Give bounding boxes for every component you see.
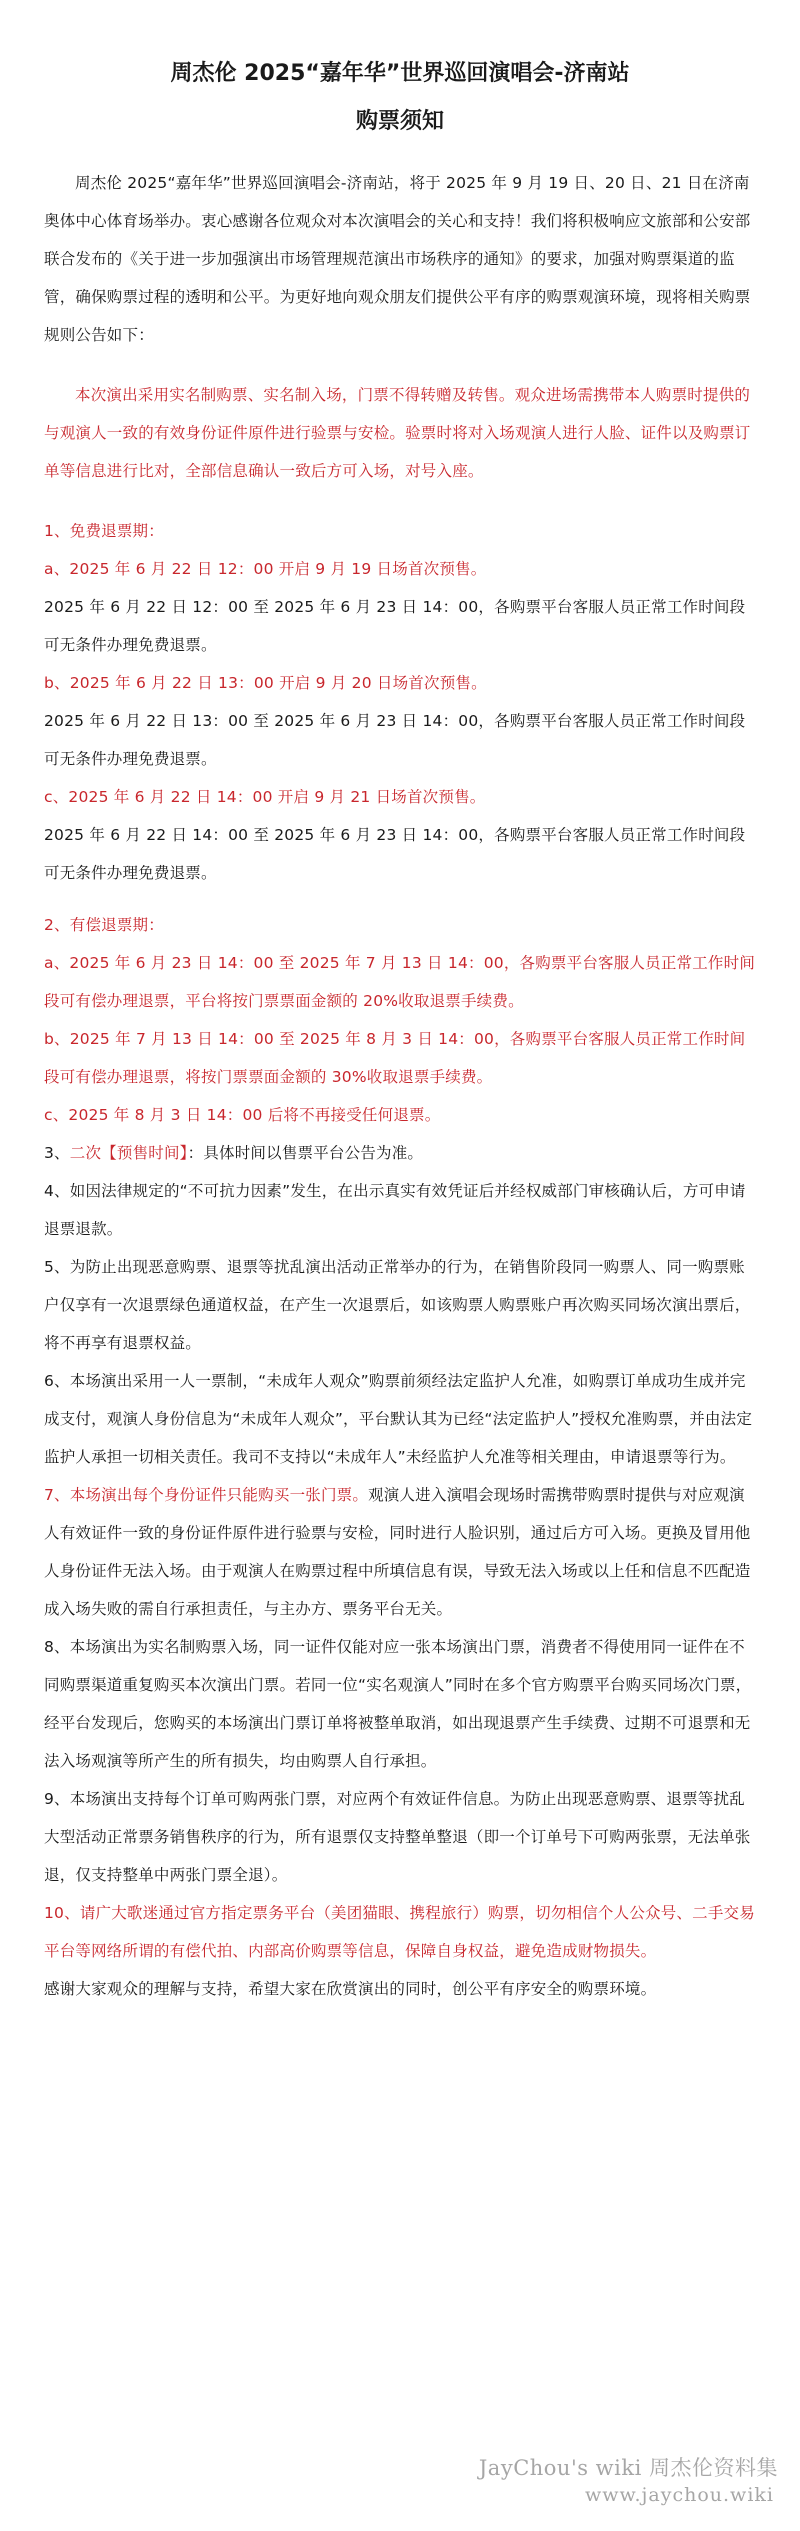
notice-paragraph: 本次演出采用实名制购票、实名制入场，门票不得转赠及转售。观众进场需携带本人购票时提供的与观演人一致的有效身份证件原件进行验票与安检。验票时将对入场观演人进行人脸、证件以及购票订单等信息进行比对，全部信息确认一致后方可入场，对号入座。 — [44, 386, 751, 480]
section-3-rest: ：具体时间以售票平台公告为准。 — [187, 1144, 424, 1162]
section-9: 9、本场演出支持每个订单可购两张门票，对应两个有效证件信息。为防止出现恶意购票、退票等扰乱大型活动正常票务销售秩序的行为，所有退票仅支持整单整退（即一个订单号下可购两张票，无法单张退，仅支持整单中两张门票全退）。 — [44, 1790, 751, 1884]
section-2-heading: 2、有偿退票期： — [44, 916, 164, 934]
page-subtitle: 购票须知 — [355, 109, 444, 134]
section-2a: a、2025 年 6 月 23 日 14：00 至 2025 年 7 月 13 日 14：00，各购票平台客服人员正常工作时间段可有偿办理退票，平台将按门票票面金额的 20%收取退票手续费。 — [44, 954, 756, 1010]
section-1-heading: 1、免费退票期： — [44, 522, 164, 540]
section-10: 10、请广大歌迷通过官方指定票务平台（美团猫眼、携程旅行）购票，切勿相信个人公众号、二手交易平台等网络所谓的有偿代拍、内部高价购票等信息，保障自身权益，避免造成财物损失。 — [44, 1904, 755, 1960]
section-2c: c、2025 年 8 月 3 日 14：00 后将不再接受任何退票。 — [44, 1106, 441, 1124]
section-1b-heading: b、2025 年 6 月 22 日 13：00 开启 9 月 20 日场首次预售。 — [44, 674, 487, 692]
section-2b: b、2025 年 7 月 13 日 14：00 至 2025 年 8 月 3 日 14：00，各购票平台客服人员正常工作时间段可有偿办理退票，将按门票票面金额的 30%收取退票手续费。 — [44, 1030, 746, 1086]
section-7-rest: 观演人进入演唱会现场时需携带购票时提供与对应观演人有效证件一致的身份证件原件进行验票与安检，同时进行人脸识别，通过后方可入场。更换及冒用他人身份证件无法入场。由于观演人在购票过程中所填信息有误，导致无法入场或以上任和信息不匹配造成入场失败的需自行承担责任，与主办方、票务平台无关。 — [44, 1486, 751, 1618]
section-7 — [44, 1476, 756, 1628]
section-1b-body: 2025 年 6 月 22 日 13：00 至 2025 年 6 月 23 日 14：00，各购票平台客服人员正常工作时间段可无条件办理免费退票。 — [44, 712, 746, 768]
intro-paragraph: 周杰伦 2025“嘉年华”世界巡回演唱会-济南站，将于 2025 年 9 月 19 日、20 日、21 日在济南奥体中心体育场举办。衷心感谢各位观众对本次演唱会的关心和支持！我们将积极响应文旅部和公安部联合发布的《关于进一步加强演出市场管理规范演出市场秩序的通知》的要求，加强对购票渠道的监管，确保购票过程的透明和公平。为更好地向观众朋友们提供公平有序的购票观演环境，现将相关购票规则公告如下： — [44, 174, 751, 344]
section-5: 5、为防止出现恶意购票、退票等扰乱演出活动正常举办的行为，在销售阶段同一购票人、同一购票账户仅享有一次退票绿色通道权益，在产生一次退票后，如该购票人购票账户再次购买同场次演出票后，将不再享有退票权益。 — [44, 1258, 751, 1352]
section-1a-heading: a、2025 年 6 月 22 日 12：00 开启 9 月 19 日场首次预售。 — [44, 560, 487, 578]
watermark-title: JayChou's wiki 周杰伦资料集 — [478, 2456, 778, 2480]
section-1a-body: 2025 年 6 月 22 日 12：00 至 2025 年 6 月 23 日 14：00，各购票平台客服人员正常工作时间段可无条件办理免费退票。 — [44, 598, 746, 654]
watermark-url: www.jaychou.wiki — [584, 2484, 774, 2506]
section-3-prefix: 3、 — [44, 1144, 70, 1162]
section-6: 6、本场演出采用一人一票制，“未成年人观众”购票前须经法定监护人允准，如购票订单成功生成并完成支付，观演人身份信息为“未成年人观众”，平台默认其为已经“法定监护人”授权允准购票，并由法定监护人承担一切相关责任。我司不支持以“未成年人”未经监护人允准等相关理由，申请退票等行为。 — [44, 1372, 753, 1466]
section-3-highlight: 二次【预售时间】 — [69, 1144, 188, 1162]
section-8: 8、本场演出为实名制购票入场，同一证件仅能对应一张本场演出门票，消费者不得使用同一证件在不同购票渠道重复购买本次演出门票。若同一位“实名观演人”同时在多个官方购票平台购买同场次门票，经平台发现后，您购买的本场演出门票订单将被整单取消，如出现退票产生手续费、过期不可退票和无法入场观演等所产生的所有损失，均由购票人自行承担。 — [44, 1638, 752, 1770]
section-3 — [44, 1134, 756, 1172]
section-1c-heading: c、2025 年 6 月 22 日 14：00 开启 9 月 21 日场首次预售。 — [44, 788, 486, 806]
section-7-highlight: 7、本场演出每个身份证件只能购买一张门票。 — [44, 1486, 369, 1504]
page-title: 周杰伦 2025“嘉年华”世界巡回演唱会-济南站 — [170, 61, 630, 86]
closing-paragraph: 感谢大家观众的理解与支持，希望大家在欣赏演出的同时，创公平有序安全的购票环境。 — [44, 1980, 657, 1998]
section-4: 4、如因法律规定的“不可抗力因素”发生，在出示真实有效凭证后并经权威部门审核确认后，方可申请退票退款。 — [44, 1182, 746, 1238]
section-1c-body: 2025 年 6 月 22 日 14：00 至 2025 年 6 月 23 日 14：00，各购票平台客服人员正常工作时间段可无条件办理免费退票。 — [44, 826, 746, 882]
